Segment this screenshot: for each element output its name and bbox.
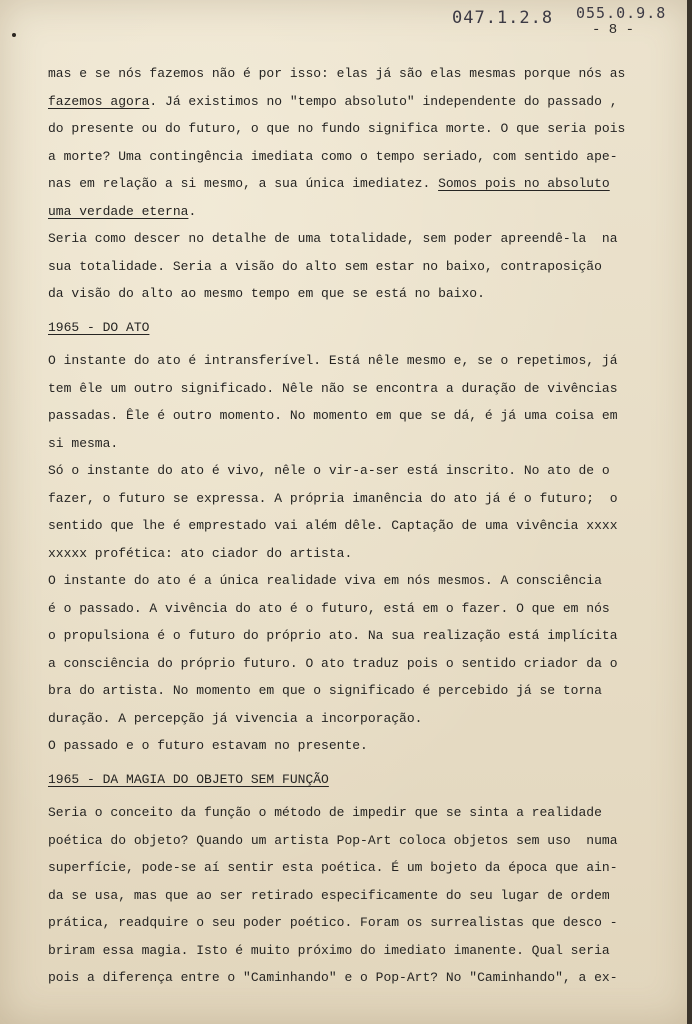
text-line: fazemos agora. Já existimos no "tempo absoluto" independente do passado , [48, 93, 618, 109]
text-line: Só o instante do ato é vivo, nêle o vir-a-ser está inscrito. No ato de o [48, 463, 610, 478]
heading-text: 1965 - DO ATO [48, 319, 150, 335]
text-line: duração. A percepção já vivencia a incorporação. [48, 710, 423, 726]
text-line: passadas. Êle é outro momento. No momento em que se dá, é já uma coisa em [48, 408, 618, 423]
text-line: sentido que lhe é emprestado vai além dêle. Captação de uma vivência xxxx [48, 518, 618, 533]
text-line: fazer, o futuro se expressa. A própria imanência do ato já é o futuro; o [48, 490, 618, 506]
archive-code-handwritten: 047.1.2.8 [452, 8, 554, 28]
text-line: o propulsiona é o futuro do próprio ato. Na sua realização está implícita [48, 628, 618, 643]
text-line: é o passado. A vivência do ato é o futuro, está em o fazer. O que em nós [48, 600, 610, 616]
text-line: da visão do alto ao mesmo tempo em que se está no baixo. [48, 286, 485, 301]
text-line: uma verdade eterna. [48, 203, 197, 219]
document-body [48, 60, 668, 992]
text-line: a consciência do próprio futuro. O ato traduz pois o sentido criador da o [48, 655, 618, 671]
punch-hole-mark [12, 33, 16, 37]
text-line: Seria o conceito da função o método de impedir que se sinta a realidade [48, 805, 602, 820]
text-line: superfície, pode-se aí sentir esta poética. É um bojeto da época que ain- [48, 860, 618, 875]
archive-code-handwritten-alt: 055.0.9.8 [576, 4, 667, 22]
text-line: O instante do ato é intransferível. Está nêle mesmo e, se o repetimos, já [48, 353, 618, 368]
text-line: pois a diferença entre o "Caminhando" e o Pop-Art? No "Caminhando", a ex- [48, 970, 618, 985]
text-line: da se usa, mas que ao ser retirado especificamente do seu lugar de ordem [48, 887, 610, 903]
text-line: bra do artista. No momento em que o significado é percebido já se torna [48, 683, 602, 698]
text-line: poética do objeto? Quando um artista Pop-Art coloca objetos sem uso numa [48, 832, 618, 848]
text-line: prática, readquire o seu poder poético. Foram os surrealistas que desco - [48, 915, 618, 930]
text-line: xxxxx profética: ato ciador do artista. [48, 545, 353, 561]
text-line: sua totalidade. Seria a visão do alto sem estar no baixo, contraposição [48, 258, 602, 274]
text-line: nas em relação a si mesmo, a sua única imediatez. Somos pois no absoluto [48, 176, 610, 191]
text-line: briram essa magia. Isto é muito próximo do imediato imanente. Qual seria [48, 942, 610, 958]
section-heading [48, 314, 668, 342]
text-line: do presente ou do futuro, o que no fundo significa morte. O que seria pois [48, 121, 626, 136]
section-heading [48, 766, 668, 794]
page-number: - 8 - [592, 22, 635, 38]
text-line: O instante do ato é a única realidade viva em nós mesmos. A consciência [48, 573, 602, 588]
underlined-text: Somos pois no absoluto [438, 176, 610, 191]
text-line: O passado e o futuro estavam no presente. [48, 738, 368, 753]
text-line: si mesma. [48, 435, 119, 451]
text-line: tem êle um outro significado. Nêle não se encontra a duração de vivências [48, 380, 618, 396]
heading-text: 1965 - DA MAGIA DO OBJETO SEM FUNÇÃO [48, 771, 329, 787]
text-line: Seria como descer no detalhe de uma totalidade, sem poder apreendê-la na [48, 231, 618, 246]
underlined-text: uma verdade eterna [48, 203, 189, 219]
text-line: mas e se nós fazemos não é por isso: elas já são elas mesmas porque nós as [48, 66, 626, 81]
page-edge-shadow [687, 0, 692, 1024]
underlined-text: fazemos agora [48, 93, 150, 109]
text-line: a morte? Uma contingência imediata como o tempo seriado, com sentido ape- [48, 148, 618, 164]
